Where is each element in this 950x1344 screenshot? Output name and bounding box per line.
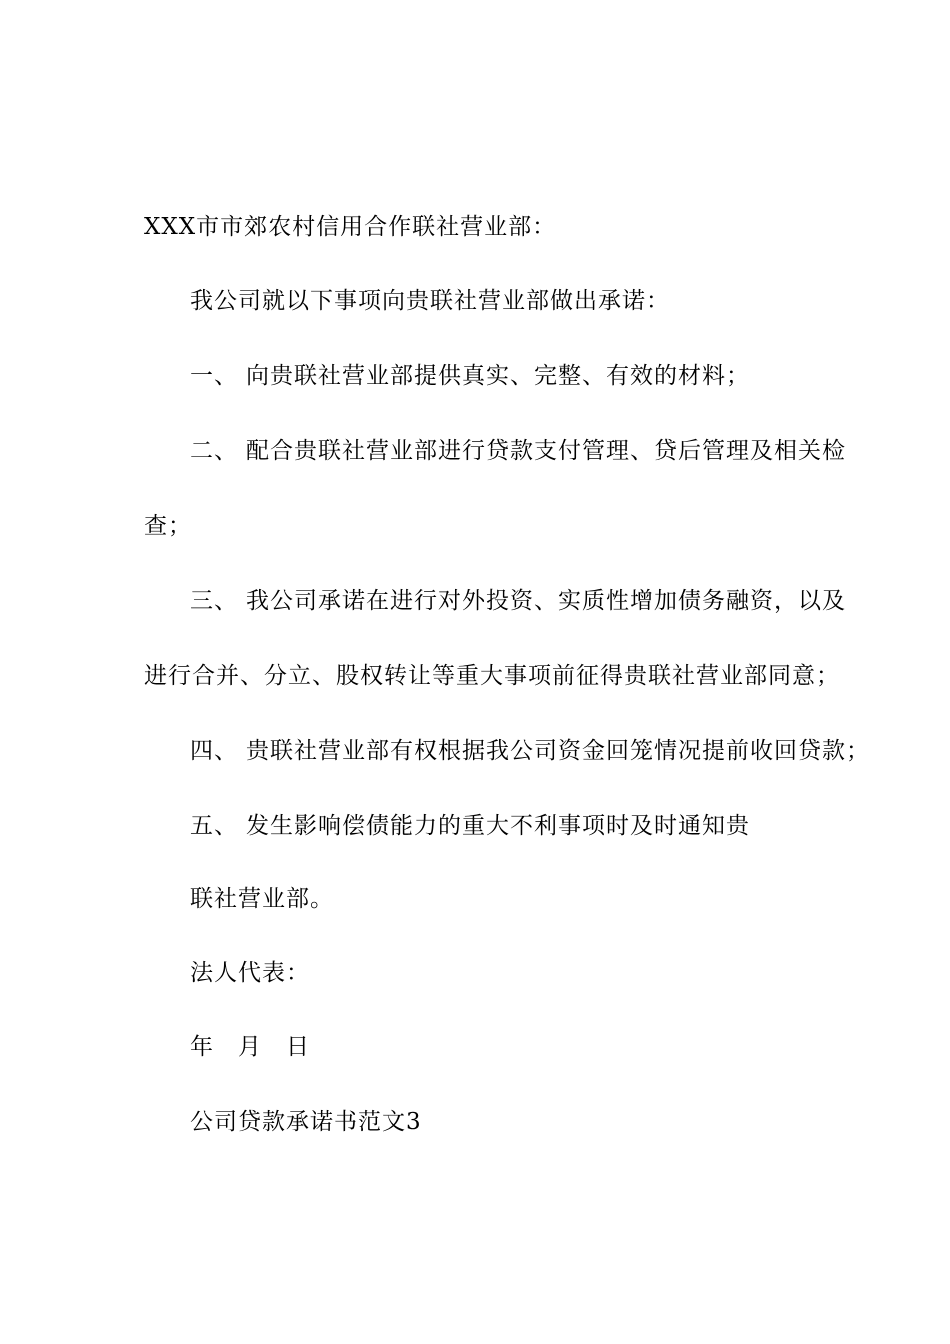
item-number: 四、 bbox=[190, 738, 238, 764]
item-text: 向贵联社营业部提供真实、完整、有效的材料； bbox=[246, 363, 750, 389]
item-number: 三、 bbox=[190, 588, 238, 614]
date-month: 月 bbox=[238, 1034, 262, 1060]
commitment-item-3-continuation: 进行合并、分立、股权转让等重大事项前征得贵联社营业部同意； bbox=[144, 663, 840, 689]
item-text: 我公司承诺在进行对外投资、实质性增加债务融资，以及 bbox=[246, 588, 846, 614]
date-year: 年 bbox=[190, 1034, 214, 1060]
date-day: 日 bbox=[286, 1034, 310, 1060]
commitment-item-4 bbox=[190, 736, 870, 766]
intro-paragraph: 我公司就以下事项向贵联社营业部做出承诺： bbox=[190, 288, 670, 314]
commitment-item-5 bbox=[190, 811, 750, 841]
signature-label: 法人代表： bbox=[190, 960, 310, 986]
commitment-item-1 bbox=[190, 361, 750, 391]
date-line bbox=[190, 1032, 334, 1062]
commitment-item-5-continuation: 联社营业部。 bbox=[190, 886, 334, 912]
item-text: 配合贵联社营业部进行贷款支付管理、贷后管理及相关检 bbox=[246, 438, 846, 464]
commitment-item-3 bbox=[190, 586, 846, 616]
item-text: 贵联社营业部有权根据我公司资金回笼情况提前收回贷款； bbox=[246, 738, 870, 764]
commitment-item-2-continuation: 查； bbox=[144, 513, 192, 539]
commitment-item-2 bbox=[190, 436, 846, 466]
item-text: 发生影响偿债能力的重大不利事项时及时通知贵 bbox=[246, 813, 750, 839]
item-number: 一、 bbox=[190, 363, 238, 389]
item-number: 二、 bbox=[190, 438, 238, 464]
next-section-heading: 公司贷款承诺书范文3 bbox=[190, 1109, 422, 1135]
item-number: 五、 bbox=[190, 813, 238, 839]
addressee: XXX市市郊农村信用合作联社营业部： bbox=[144, 214, 557, 240]
